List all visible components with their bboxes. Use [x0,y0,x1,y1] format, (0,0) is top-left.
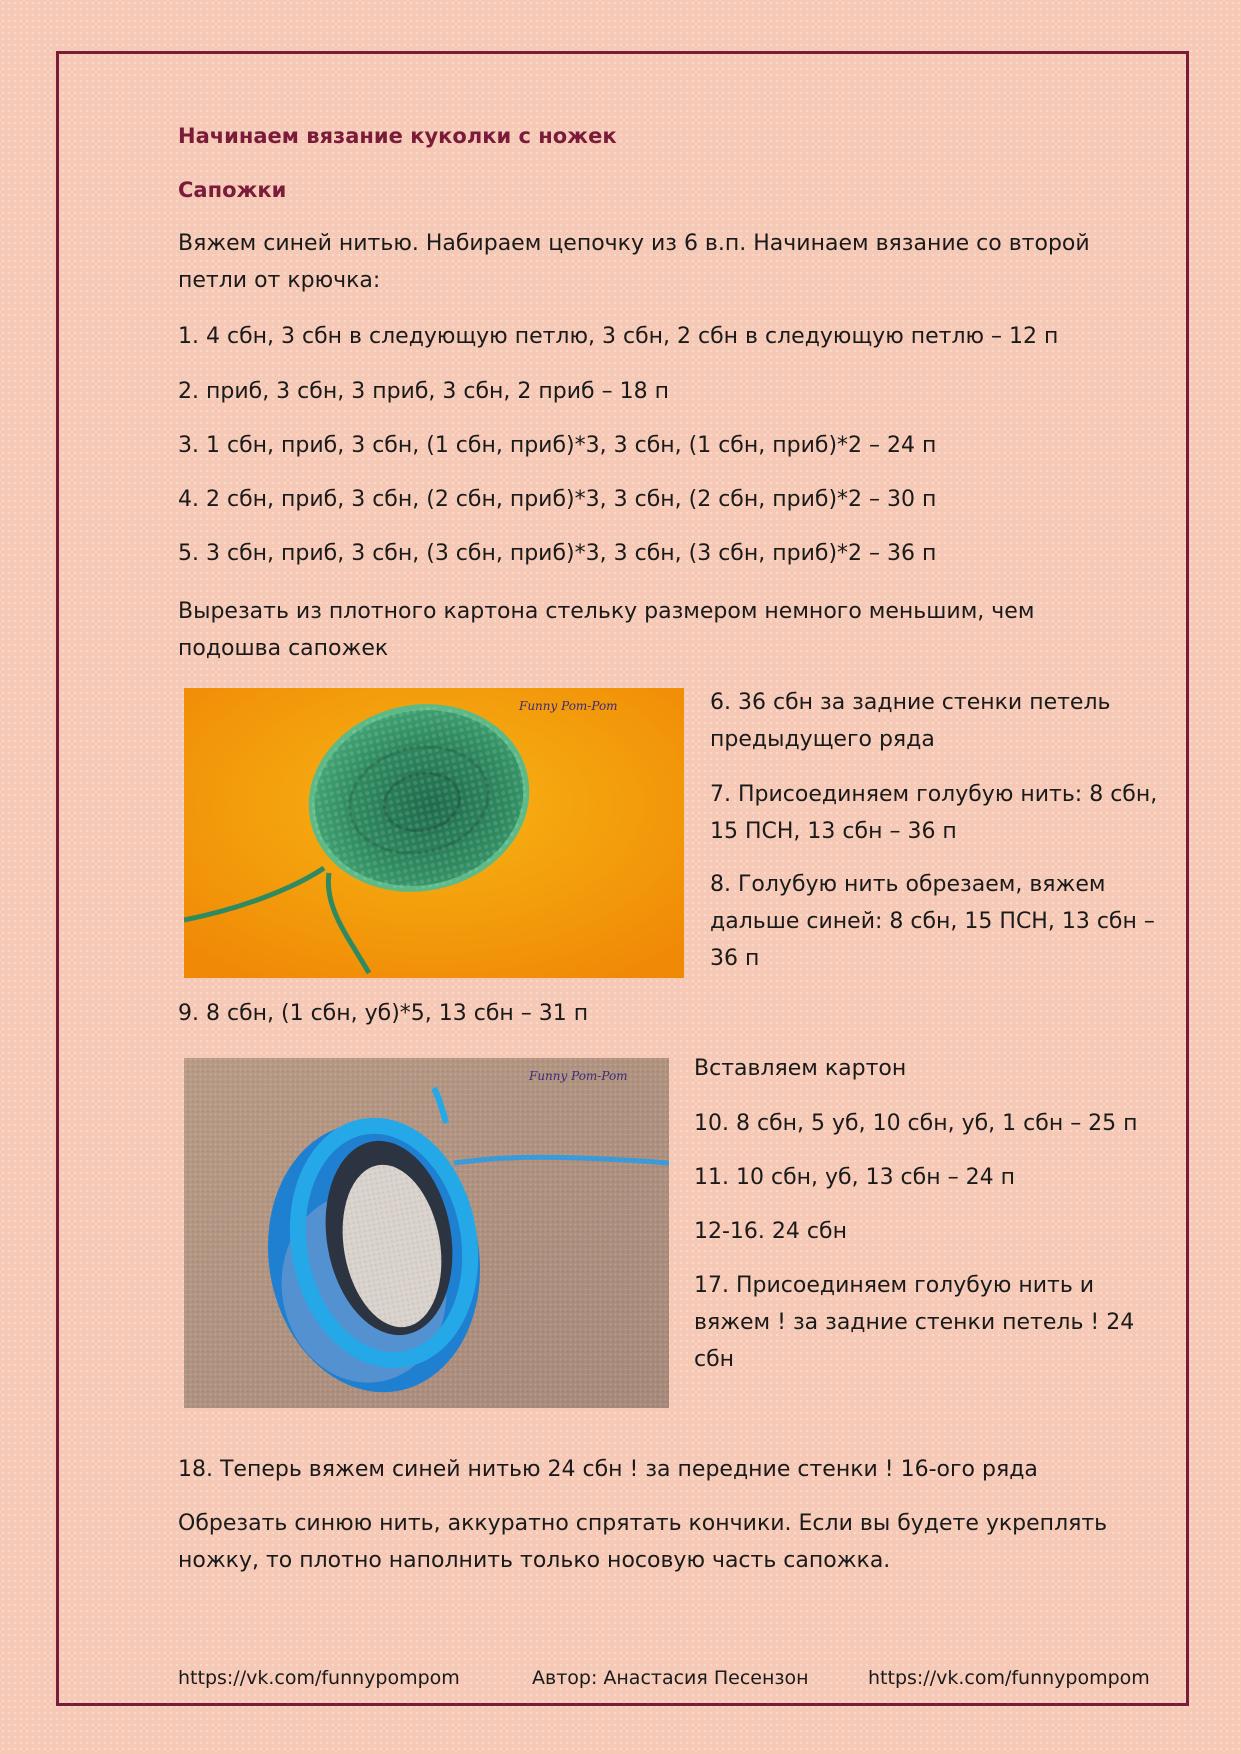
boot-photo [184,1058,669,1408]
outro-paragraph: Обрезать синюю нить, аккуратно спрятать кончики. Если вы будете укреплять ножку, то плотно наполнить только носовую часть сапожка. [178,1511,1108,1573]
row-instruction: 4. 2 сбн, приб, 3 сбн, (2 сбн, приб)*3, 3 сбн, (2 сбн, приб)*2 – 30 п [178,487,937,512]
row-instruction: 9. 8 сбн, (1 сбн, уб)*5, 13 сбн – 31 п [178,1001,589,1026]
intro-paragraph: Вяжем синей нитью. Набираем цепочку из 6 в.п. Начинаем вязание со второй петли от крючка: [178,231,1090,293]
cardboard-note: Вырезать из плотного картона стельку размером немного меньшим, чем подошва сапожек [178,599,1035,661]
footer-link-right[interactable]: https://vk.com/funnypompom [868,1667,1150,1689]
insert-cardboard-note: Вставляем картон [694,1056,907,1081]
row-instruction: 17. Присоединяем голубую нить и вяжем ! за задние стенки петель ! 24 сбн [694,1273,1135,1372]
page-heading: Начинаем вязание куколки с ножек [178,124,617,148]
footer-link-left[interactable]: https://vk.com/funnypompom [178,1667,460,1689]
row-instruction: 12-16. 24 сбн [694,1219,847,1244]
section-heading: Сапожки [178,178,287,202]
row-instruction: 7. Присоединяем голубую нить: 8 сбн, 15 ПСН, 13 сбн – 36 п [710,782,1158,844]
photo-watermark: Funny Pom-Pom [519,699,618,713]
footer-author: Автор: Анастасия Песензон [532,1667,809,1689]
row-instruction: 11. 10 сбн, уб, 13 сбн – 24 п [694,1165,1015,1190]
row-instruction: 10. 8 сбн, 5 уб, 10 сбн, уб, 1 сбн – 25 п [694,1111,1138,1136]
row-instruction: 2. приб, 3 сбн, 3 приб, 3 сбн, 2 приб – 18 п [178,379,669,404]
row-instruction: 5. 3 сбн, приб, 3 сбн, (3 сбн, приб)*3, 3 сбн, (3 сбн, приб)*2 – 36 п [178,541,937,566]
sole-photo [184,688,684,978]
row-instruction: 3. 1 сбн, приб, 3 сбн, (1 сбн, приб)*3, 3 сбн, (1 сбн, приб)*2 – 24 п [178,433,937,458]
row-instruction: 8. Голубую нить обрезаем, вяжем дальше синей: 8 сбн, 15 ПСН, 13 сбн – 36 п [710,872,1155,971]
row-instruction: 18. Теперь вяжем синей нитью 24 сбн ! за передние стенки ! 16-ого ряда [178,1457,1038,1482]
photo-watermark: Funny Pom-Pom [529,1069,628,1083]
row-instruction: 1. 4 сбн, 3 сбн в следующую петлю, 3 сбн, 2 сбн в следующую петлю – 12 п [178,324,1059,349]
row-instruction: 6. 36 сбн за задние стенки петель предыдущего ряда [710,690,1111,752]
